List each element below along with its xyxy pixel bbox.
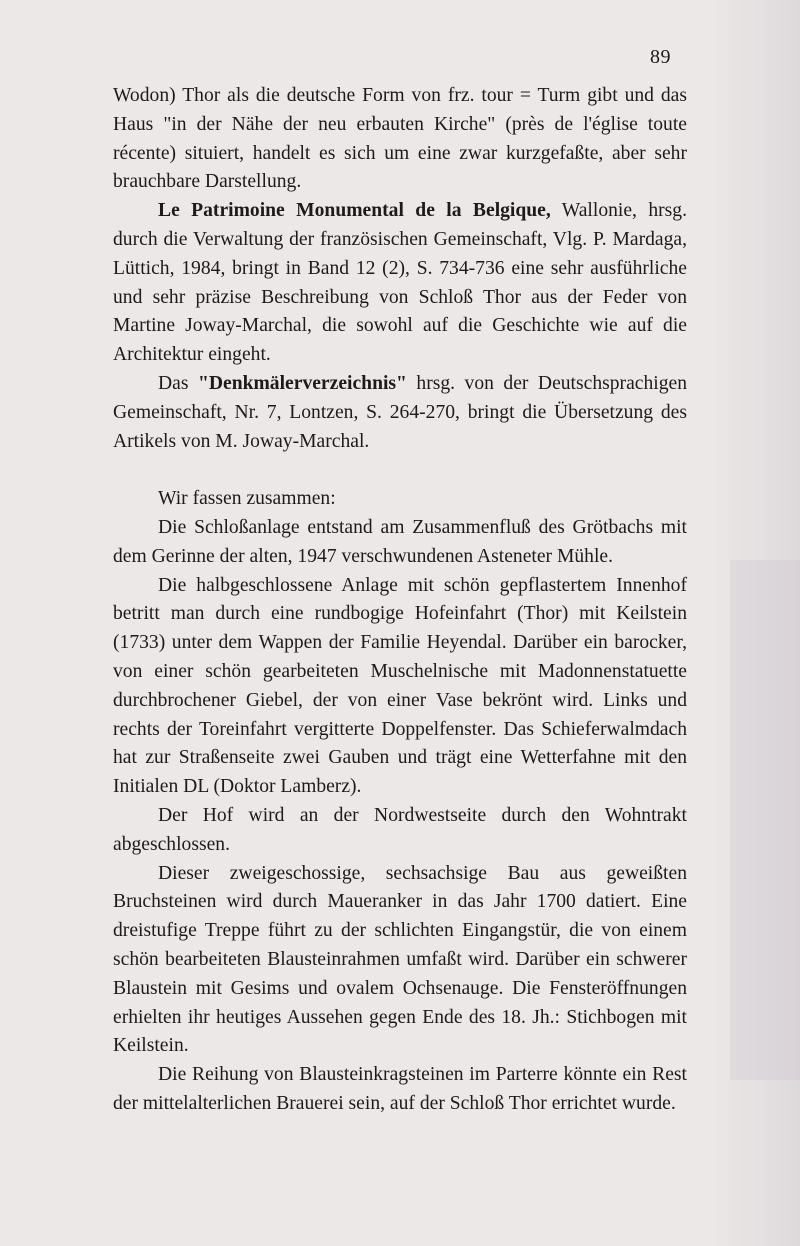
page-number: 89 <box>650 46 671 68</box>
page-edge-shading-lower <box>730 560 800 1080</box>
paragraph-3-lead: Das <box>158 372 198 394</box>
register-title-bold: "Denkmälerverzeichnis" <box>197 372 407 394</box>
paragraph-3-text: hrsg. von der Deutschsprachigen Gemeinschaft, Nr. 7, Lontzen, S. 264-270, bringt die Übersetzung des Artikels von M. Joway-Marchal. <box>113 372 687 452</box>
paragraph-2-text: Wallonie, hrsg. durch die Verwaltung der französischen Gemeinschaft, Vlg. P. Mardaga, Lüttich, 1984, bringt in Band 12 (2), S. 734-736 eine sehr ausführliche und sehr präzise Beschreibung von Schloß Thor aus der Feder von Martine Joway-Marchal, die sowohl auf die Geschichte wie auf die Architektur eingeht. <box>113 200 687 366</box>
paragraph-5: Die Schloßanlage entstand am Zusammenfluß des Grötbachs mit dem Gerinne der alten, 1947 verschwundenen Asteneter Mühle. <box>113 516 687 567</box>
paragraph-8: Dieser zweigeschossige, sechsachsige Bau aus geweißten Bruchsteinen wird durch Maueranker in das Jahr 1700 datiert. Eine dreistufige Treppe führt zu der schlichten Eingangstür, die von einem schön bearbeiteten Blausteinrahmen umfaßt wird. Darüber ein schwerer Blaustein mit Gesims und ovalem Ochsenauge. Die Fensteröffnungen erhielten ihr heutiges Aussehen gegen Ende des 18. Jh.: Stichbogen mit Keilstein. <box>113 862 687 1057</box>
paragraph-3 <box>113 370 687 456</box>
paragraph-2 <box>113 197 687 370</box>
paragraph-1: Wodon) Thor als die deutsche Form von frz. tour = Turm gibt und das Haus "in der Nähe der neu erbauten Kirche" (près de l'église toute récente) situiert, handelt es sich um eine zwar kurzgefaßte, aber sehr brauchbare Darstellung. <box>113 85 687 193</box>
book-title-bold: Le Patrimoine Monumental de la Belgique, <box>158 200 551 222</box>
body-text <box>113 82 687 1119</box>
paragraph-9: Die Reihung von Blausteinkragsteinen im Parterre könnte ein Rest der mittelalterlichen Brauerei sein, auf der Schloß Thor errichtet wurde. <box>113 1064 687 1114</box>
paragraph-6: Die halbgeschlossene Anlage mit schön gepflastertem Innenhof betritt man durch eine rundbogige Hofeinfahrt (Thor) mit Keilstein (1733) unter dem Wappen der Familie Heyendal. Darüber ein barocker, von einer schön gearbeiteten Muschelnische mit Madonnenstatuette durchbrochener Giebel, der von einer Vase bekrönt wird. Links und rechts der Toreinfahrt vergitterte Doppelfenster. Das Schieferwalmdach hat zur Straßenseite zwei Gauben und trägt eine Wetterfahne mit den Initialen DL (Doktor Lamberz). <box>113 574 687 798</box>
paragraph-gap <box>113 456 687 485</box>
paragraph-7: Der Hof wird an der Nordwestseite durch den Wohntrakt abgeschlossen. <box>113 804 687 855</box>
summary-heading: Wir fassen zusammen: <box>158 488 336 510</box>
